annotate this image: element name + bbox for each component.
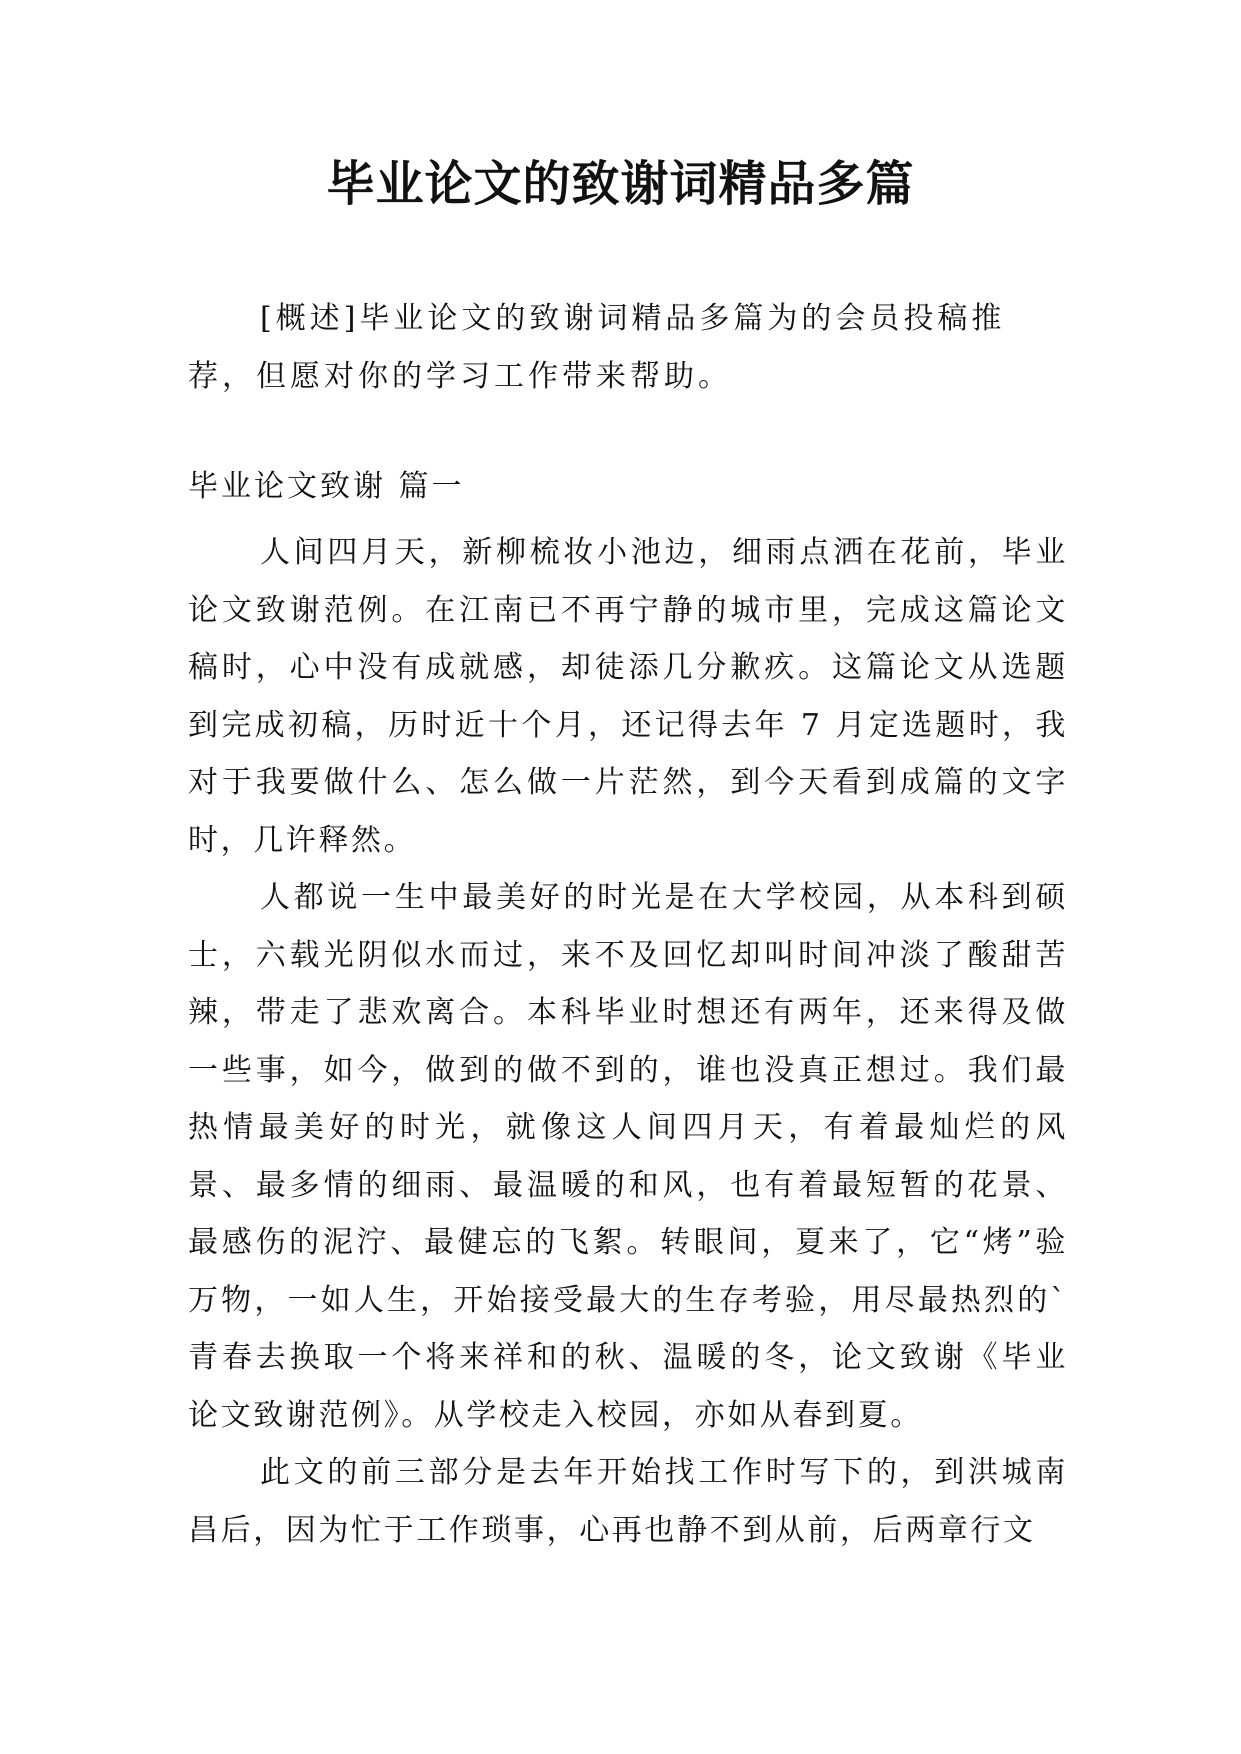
document-title: 毕业论文的致谢词精品多篇 — [326, 156, 915, 212]
document-summary — [188, 290, 1068, 406]
document-body — [188, 524, 1068, 1559]
body-paragraph: 人都说一生中最美好的时光是在大学校园，从本科到硕士，六载光阴似水而过，来不及回忆却叫时间冲淡了酸甜苦辣，带走了悲欢离合。本科毕业时想还有两年，还来得及做一些事，如今，做到的做不到的，谁也没真正想过。我们最热情最美好的时光，就像这人间四月天，有着最灿烂的风景、最多情的细雨、最温暖的和风，也有着最短暂的花景、最感伤的泥泞、最健忘的飞絮。转眼间，夏来了，它“烤”验万物，一如人生，开始接受最大的生存考验，用尽最热烈的`青春去换取一个将来祥和的秋、温暖的冬，论文致谢《毕业论文致谢范例》。从学校走入校园，亦如从春到夏。 — [188, 880, 1068, 1433]
section-heading: 毕业论文致谢 篇一 — [188, 469, 465, 504]
summary-text: [概述]毕业论文的致谢词精品多篇为的会员投稿推荐，但愿对你的学习工作带来帮助。 — [188, 301, 1006, 394]
body-paragraph: 人间四月天，新柳梳妆小池边，细雨点洒在花前，毕业论文致谢范例。在江南已不再宁静的城市里，完成这篇论文稿时，心中没有成就感，却徒添几分歉疚。这篇论文从选题到完成初稿，历时近十个月，还记得去年 7 月定选题时，我对于我要做什么、怎么做一片茫然，到今天看到成篇的文字时，几许释然。 — [188, 535, 1068, 858]
body-paragraph: 此文的前三部分是去年开始找工作时写下的，到洪城南昌后，因为忙于工作琐事，心再也静不到从前，后两章行文 — [188, 1455, 1068, 1548]
